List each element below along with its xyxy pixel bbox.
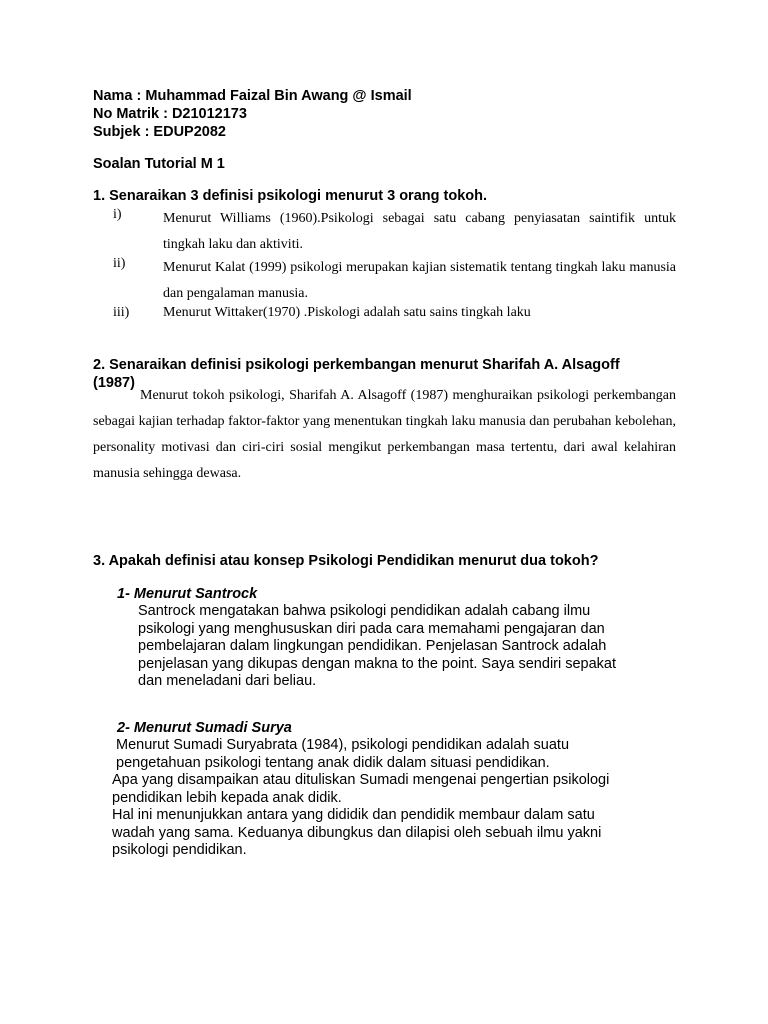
paragraph-line: wadah yang sama. Keduanya dibungkus dan dilapisi oleh sebuah ilmu yakni	[112, 824, 602, 841]
question-2: 2. Senaraikan definisi psikologi perkembangan menurut Sharifah A. Alsagoff	[93, 357, 620, 373]
list-item-text: Menurut Williams (1960).Psikologi sebagai satu cabang penyiasatan saintifik untuk tingkah laku dan aktiviti.	[163, 211, 676, 252]
list-item-text: Menurut Kalat (1999) psikologi merupakan kajian sistematik tentang tingkah laku manusia dan pengalaman manusia.	[163, 260, 676, 301]
question-1: 1. Senaraikan 3 definisi psikologi menurut 3 orang tokoh.	[93, 188, 487, 204]
section-heading-santrock: 1- Menurut Santrock	[117, 586, 258, 602]
section-heading-sumadi: 2- Menurut Sumadi Surya	[117, 720, 292, 736]
subject-code: Subjek : EDUP2082	[93, 124, 226, 140]
list-item-text: Menurut Wittaker(1970) .Piskologi adalah satu sains tingkah laku	[163, 305, 531, 320]
student-name: Nama : Muhammad Faizal Bin Awang @ Ismail	[93, 88, 412, 104]
sumadi-paragraph-b	[112, 772, 676, 860]
santrock-paragraph	[138, 603, 678, 691]
list-item-number: ii)	[113, 256, 126, 271]
paragraph-line: Apa yang disampaikan atau dituliskan Sumadi mengenai pengertian psikologi	[112, 772, 610, 788]
paragraph-line: Menurut Sumadi Suryabrata (1984), psikologi pendidikan adalah suatu	[116, 737, 570, 753]
question-2-year: (1987)	[93, 375, 135, 391]
paragraph-line: psikologi pendidikan.	[112, 842, 247, 858]
page-title: Soalan Tutorial M 1	[93, 156, 225, 172]
list-item	[93, 206, 676, 250]
paragraph-line: pendidikan lebih kepada anak didik.	[112, 789, 342, 806]
paragraph-line: dan meneladani dari beliau.	[138, 673, 317, 689]
question-3: 3. Apakah definisi atau konsep Psikologi Pendidikan menurut dua tokoh?	[93, 553, 599, 569]
paragraph-line: pembelajaran dalam lingkungan pendidikan. Penjelasan Santrock adalah	[138, 638, 607, 654]
list-item	[93, 304, 676, 324]
paragraph-line: penjelasan yang dikupas dengan makna to the point. Saya sendiri sepakat	[138, 655, 617, 672]
list-item	[93, 255, 676, 299]
paragraph-line: psikologi yang menghususkan diri pada cara memahami pengajaran dan	[138, 620, 605, 637]
paragraph-line: pengetahuan psikologi tentang anak didik dalam situasi pendidikan.	[116, 754, 550, 771]
list-item-number: i)	[113, 207, 122, 222]
sumadi-paragraph-a	[116, 737, 676, 772]
paragraph-line: Hal ini menunjukkan antara yang dididik dan pendidik membaur dalam satu	[112, 807, 595, 823]
list-item-number: iii)	[113, 305, 130, 320]
paragraph-line: Santrock mengatakan bahwa psikologi pendidikan adalah cabang ilmu	[138, 603, 591, 619]
answer-2-paragraph: Menurut tokoh psikologi, Sharifah A. Alsagoff (1987) menghuraikan psikologi perkembangan sebagai kajian terhadap faktor-faktor yang menentukan tingkah laku manusia dan perubahan kebolehan, personality motivasi dan ciri-ciri sosial mengikut perkembangan masa tertentu, dari awal kelahiran manusia sehingga dewasa.	[93, 388, 676, 481]
student-matric: No Matrik : D21012173	[93, 106, 247, 122]
